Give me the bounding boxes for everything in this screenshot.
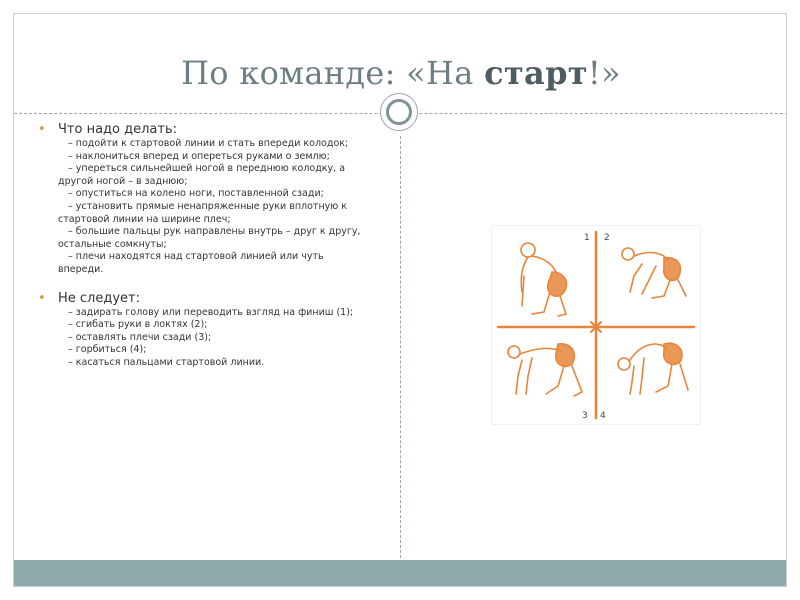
runner-figure-2-icon [622,248,686,298]
figure-label-2: 2 [604,233,610,243]
list-item: – подойти к стартовой линии и стать впереди колодок; [68,138,349,149]
list-item: – задирать голову или переводить взгляд на финиш (1); [68,306,354,318]
runner-figure-4-icon [618,343,688,394]
center-star-icon [589,320,603,334]
footer-bar [14,560,787,587]
illustration-svg [492,226,700,424]
runner-figure-3-icon [508,344,582,396]
divider-ornament-icon [380,93,418,131]
todo-list [58,138,368,277]
text-column [38,122,368,370]
list-item: – наклониться вперед и опереться руками о землю; [68,150,330,162]
slide [13,13,787,587]
list-item: – большие пальцы рук направлены внутрь – друг к другу, остальные сомкнуты; [58,226,361,250]
figure-label-4: 4 [600,411,606,421]
column-divider [400,136,401,558]
list-item: – горбиться (4); [68,344,147,356]
list-item: – оставлять плечи сзади (3); [68,331,212,343]
bullet-icon: • [38,122,46,137]
section-heading-dont: • Не следует: [38,290,140,306]
list-item: – опуститься на колено ноги, поставленной сзади; [68,188,324,200]
list-item: – упереться сильнейшей ногой в переднюю колодку, а другой ногой – в заднюю; [58,163,346,187]
list-item: – установить прямые ненапряженные руки вплотную к стартовой линии на ширине плеч; [58,200,348,225]
slide-title: По команде: «На старт!» [181,54,621,92]
start-position-illustration [492,226,700,424]
dont-list [58,307,368,370]
list-item: – сгибать руки в локтях (2); [68,319,208,331]
list-item: – плечи находятся над стартовой линией или чуть впереди. [58,251,324,275]
list-item: – касаться пальцами стартовой линии. [68,356,265,368]
figure-label-1: 1 [584,233,590,243]
title-bold-word: старт [484,54,588,92]
bullet-icon: • [38,290,46,306]
runner-figure-1-icon [521,243,566,316]
figure-label-3: 3 [582,411,588,421]
section-heading-todo: • Что надо делать: [38,122,177,137]
